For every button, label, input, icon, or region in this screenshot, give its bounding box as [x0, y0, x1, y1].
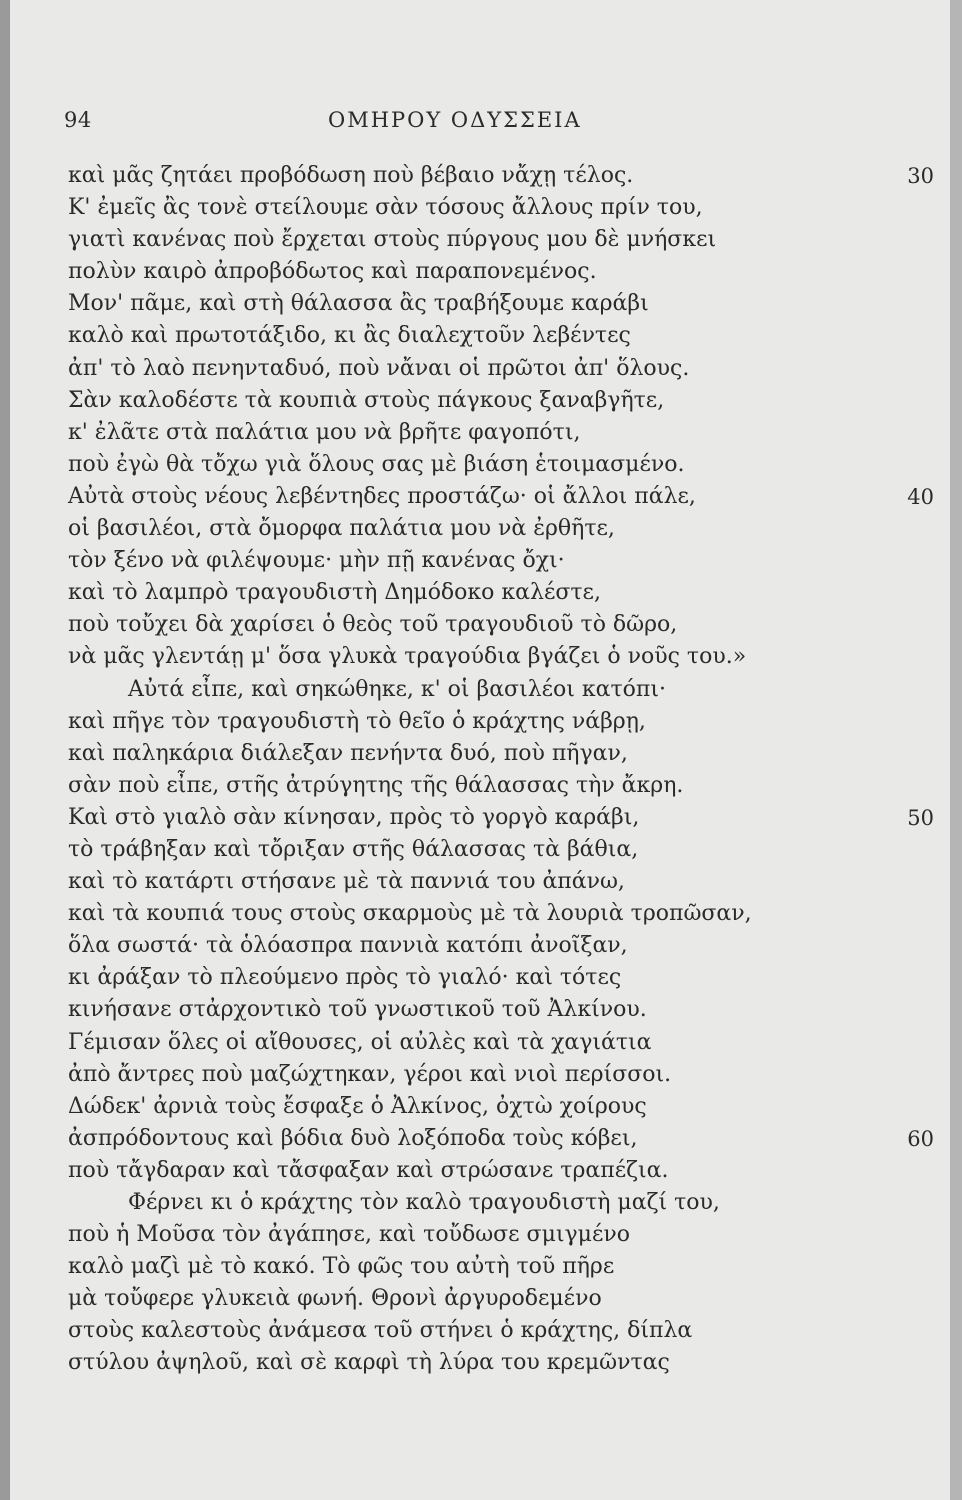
- verse-text: καὶ παληκάρια διάλεξαν πενήντα δυό, ποὺ πῆγαν,: [68, 740, 628, 766]
- line-number: 60: [907, 1126, 934, 1151]
- verse-text: σὰν ποὺ εἶπε, στῆς ἀτρύγητης τῆς θάλασσας τὴν ἄκρη.: [68, 772, 684, 798]
- verse-text: Αὐτὰ στοὺς νέους λεβέντηδες προστάζω· οἱ ἄλλοι πάλε,: [68, 483, 696, 509]
- verse-line: [68, 1123, 934, 1155]
- verse-text: νὰ μᾶς γλεντάῃ μ' ὅσα γλυκὰ τραγούδια βγάζει ὁ νοῦς του.»: [68, 644, 747, 670]
- verse-line: [68, 1219, 918, 1251]
- verse-line: [68, 706, 918, 738]
- verse-line: [68, 449, 918, 481]
- verse-text: ἀπ' τὸ λαὸ πενηνταδυό, ποὺ νἄναι οἱ πρῶτοι ἀπ' ὅλους.: [68, 355, 690, 381]
- verse-line: [68, 802, 934, 834]
- verse-line: [68, 834, 918, 866]
- poem-text: [68, 160, 934, 1380]
- verse-line: [68, 1283, 918, 1315]
- verse-line: [68, 160, 934, 192]
- verse-text: οἱ βασιλέοι, στὰ ὄμορφα παλάτια μου νὰ ἐρθῆτε,: [68, 516, 615, 542]
- verse-text: καὶ πῆγε τὸν τραγουδιστὴ τὸ θεῖο ὁ κράχτης νάβρῃ,: [68, 708, 646, 734]
- verse-line: [68, 577, 918, 609]
- verse-line: [68, 417, 918, 449]
- verse-text: ποὺ τοὔχει δὰ χαρίσει ὁ θεὸς τοῦ τραγουδιοῦ τὸ δῶρο,: [68, 612, 678, 638]
- verse-text: μὰ τοὔφερε γλυκειὰ φωνή. Θρονὶ ἀργυροδεμένο: [68, 1286, 602, 1312]
- verse-line: [68, 513, 918, 545]
- verse-line: [68, 1091, 918, 1123]
- page-header: [0, 108, 962, 140]
- verse-text: Κ' ἐμεῖς ἂς τονὲ στείλουμε σὰν τόσους ἄλλους πρίν του,: [68, 195, 703, 221]
- verse-text: στύλου ἀψηλοῦ, καὶ σὲ καρφὶ τὴ λύρα του κρεμῶντας: [68, 1350, 670, 1376]
- verse-line: [68, 609, 918, 641]
- verse-line: [68, 385, 918, 417]
- page-number: 94: [64, 108, 92, 132]
- verse-text: ποὺ ἡ Μοῦσα τὸν ἀγάπησε, καὶ τοὔδωσε σμιγμένο: [68, 1222, 630, 1248]
- verse-text: πολὺν καιρὸ ἀπροβόδωτος καὶ παραπονεμένος.: [68, 259, 597, 285]
- verse-line: [68, 288, 918, 320]
- verse-line: [68, 224, 918, 256]
- verse-line: [68, 256, 918, 288]
- verse-line: [68, 1251, 918, 1283]
- verse-text: κινήσανε στἀρχοντικὸ τοῦ γνωστικοῦ τοῦ Ἀλκίνου.: [68, 997, 647, 1023]
- verse-text: καὶ μᾶς ζητάει προβόδωση ποὺ βέβαιο νἄχῃ τέλος.: [68, 163, 634, 188]
- verse-text: καὶ τὸ λαμπρὸ τραγουδιστὴ Δημόδοκο καλέστε,: [68, 580, 601, 606]
- running-title: ΟΜΗΡΟΥ ΟΔΥΣΣΕΙΑ: [328, 108, 582, 132]
- verse-text: καὶ τὸ κατάρτι στήσανε μὲ τὰ παννιά του ἀπάνω,: [68, 869, 625, 895]
- verse-text: Δώδεκ' ἀρνιὰ τοὺς ἔσφαξε ὁ Ἀλκίνος, ὀχτὼ χοίρους: [68, 1093, 647, 1119]
- verse-line: [68, 481, 934, 513]
- verse-line: [68, 1059, 918, 1091]
- verse-text: Μον' πᾶμε, καὶ στὴ θάλασσα ἂς τραβήξουμε καράβι: [68, 291, 649, 317]
- verse-line: [68, 1347, 918, 1379]
- verse-text: ἀσπρόδοντους καὶ βόδια δυὸ λοξόποδα τοὺς κόβει,: [68, 1125, 638, 1151]
- verse-text: ἀπὸ ἄντρες ποὺ μαζώχτηκαν, γέροι καὶ νιοὶ περίσσοι.: [68, 1061, 672, 1087]
- verse-line: [68, 898, 918, 930]
- verse-line: [68, 1027, 918, 1059]
- verse-line: [68, 320, 918, 352]
- verse-text: καλὸ μαζὶ μὲ τὸ κακό. Τὸ φῶς του αὐτὴ τοῦ πῆρε: [68, 1254, 615, 1280]
- verse-text: Καὶ στὸ γιαλὸ σὰν κίνησαν, πρὸς τὸ γοργὸ καράβι,: [68, 804, 640, 830]
- verse-line: [68, 994, 918, 1026]
- verse-line: [68, 738, 918, 770]
- verse-text: τὸν ξένο νὰ φιλέψουμε· μὴν πῇ κανένας ὄχι·: [68, 548, 565, 574]
- line-number: 30: [907, 164, 934, 188]
- verse-text: Γέμισαν ὅλες οἱ αἴθουσες, οἱ αὐλὲς καὶ τὰ χαγιάτια: [68, 1029, 652, 1055]
- verse-text: κι ἀράξαν τὸ πλεούμενο πρὸς τὸ γιαλό· καὶ τότες: [68, 965, 622, 991]
- verse-text: κ' ἐλᾶτε στὰ παλάτια μου νὰ βρῆτε φαγοπότι,: [68, 419, 581, 445]
- verse-text: Σὰν καλοδέστε τὰ κουπιὰ στοὺς πάγκους ξαναβγῆτε,: [68, 387, 665, 413]
- verse-line: [68, 866, 918, 898]
- verse-text: ποὺ ἐγὼ θὰ τὄχω γιὰ ὅλους σας μὲ βιάση ἑτοιμασμένο.: [68, 451, 685, 477]
- verse-text: καὶ τὰ κουπιά τους στοὺς σκαρμοὺς μὲ τὰ λουριὰ τροπῶσαν,: [68, 901, 752, 927]
- verse-line: [68, 641, 918, 673]
- line-number: 40: [907, 484, 934, 509]
- verse-line: [68, 353, 918, 385]
- verse-line: [68, 1187, 918, 1219]
- verse-text: γιατὶ κανένας ποὺ ἔρχεται στοὺς πύργους μου δὲ μνήσκει: [68, 227, 717, 253]
- verse-text: ποὺ τἄγδαραν καὶ τἄσφαξαν καὶ στρώσανε τραπέζια.: [68, 1157, 669, 1183]
- verse-text: Φέρνει κι ὁ κράχτης τὸν καλὸ τραγουδιστὴ μαζί του,: [128, 1190, 720, 1215]
- verse-text: στοὺς καλεστοὺς ἀνάμεσα τοῦ στήνει ὁ κράχτης, δίπλα: [68, 1318, 693, 1344]
- verse-line: [68, 192, 918, 224]
- line-number: 50: [907, 805, 934, 830]
- verse-text: Αὐτά εἶπε, καὶ σηκώθηκε, κ' οἱ βασιλέοι κατόπι·: [128, 676, 667, 702]
- verse-line: [68, 962, 918, 994]
- verse-line: [68, 930, 918, 962]
- verse-text: καλὸ καὶ πρωτοτάξιδο, κι ἂς διαλεχτοῦν λεβέντες: [68, 323, 631, 349]
- verse-text: ὅλα σωστά· τὰ ὁλόασπρα παννιὰ κατόπι ἀνοῖξαν,: [68, 933, 628, 959]
- verse-line: [68, 674, 918, 706]
- verse-line: [68, 1315, 918, 1347]
- verse-line: [68, 1155, 918, 1187]
- verse-text: τὸ τράβηξαν καὶ τὄριξαν στῆς θάλασσας τὰ βάθια,: [68, 836, 639, 862]
- verse-line: [68, 545, 918, 577]
- verse-line: [68, 770, 918, 802]
